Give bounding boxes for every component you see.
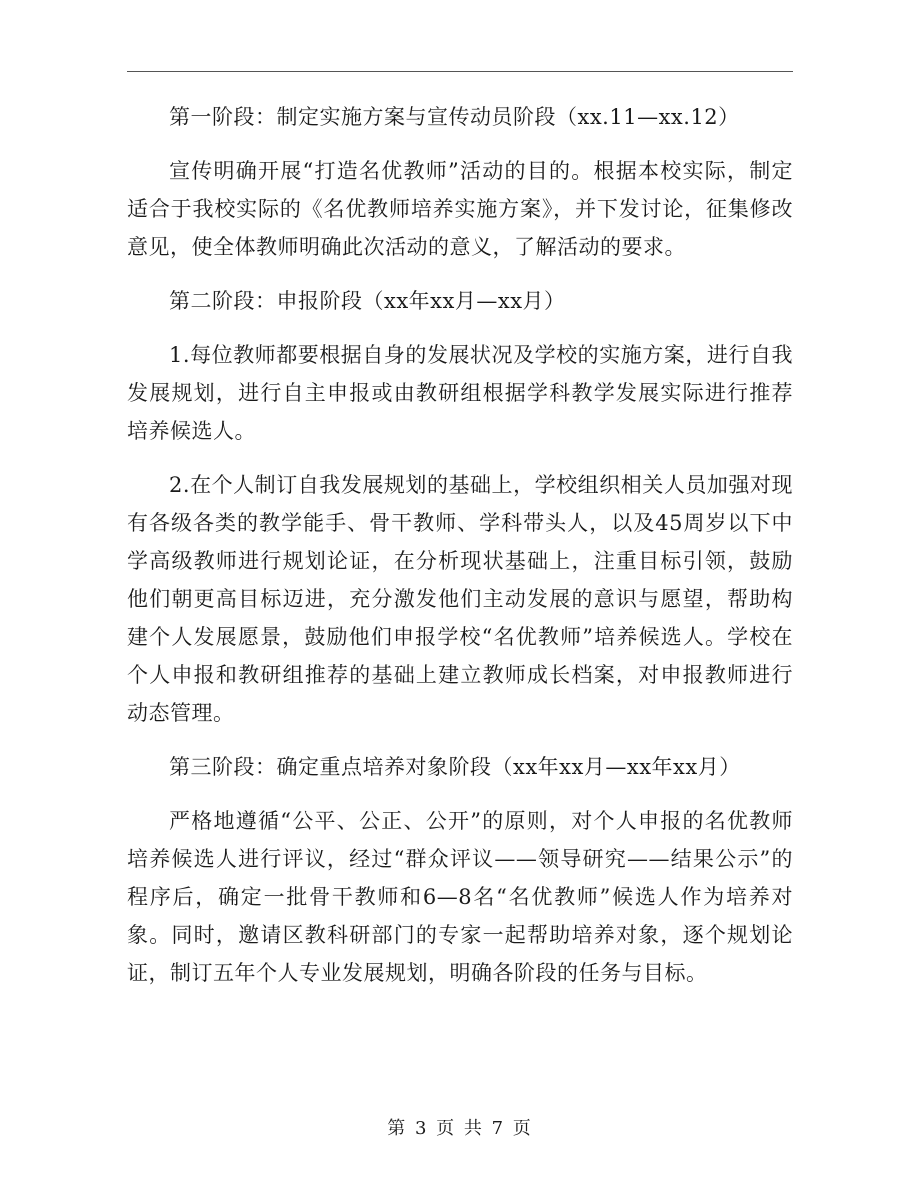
- stage-three-body: 严格地遵循“公平、公正、公开”的原则，对个人申报的名优教师培养候选人进行评议，经过“群众评议——领导研究——结果公示”的程序后，确定一批骨干教师和6—8名“名优教师”候选人作为培养对象。同时，邀请区教科研部门的专家一起帮助培养对象，逐个规划论证，制订五年个人专业发展规划，明确各阶段的任务与目标。: [127, 809, 793, 985]
- stage-one-heading: 第一阶段：制定实施方案与宣传动员阶段（xx.11—xx.12）: [169, 105, 740, 129]
- header-rule: [127, 71, 793, 72]
- stage-two-item-1: 1.每位教师都要根据自身的发展状况及学校的实施方案，进行自我发展规划，进行自主申报或由教研组根据学科教学发展实际进行推荐培养候选人。: [127, 343, 793, 443]
- stage-three-heading: 第三阶段：确定重点培养对象阶段（xx年xx月—xx年xx月）: [169, 755, 741, 779]
- stage-two-heading: 第二阶段：申报阶段（xx年xx月—xx月）: [169, 289, 566, 313]
- page-number: 第 3 页 共 7 页: [387, 1118, 533, 1139]
- stage-one-body: 宣传明确开展“打造名优教师”活动的目的。根据本校实际，制定适合于我校实际的《名优教师培养实施方案》，并下发讨论，征集修改意见，使全体教师明确此次活动的意义，了解活动的要求。: [127, 159, 793, 259]
- document-body: [127, 98, 793, 1008]
- stage-two-item-2: 2.在个人制订自我发展规划的基础上，学校组织相关人员加强对现有各级各类的教学能手、骨干教师、学科带头人，以及45周岁以下中学高级教师进行规划论证，在分析现状基础上，注重目标引领，鼓励他们朝更高目标迈进，充分激发他们主动发展的意识与愿望，帮助构建个人发展愿景，鼓励他们申报学校“名优教师”培养候选人。学校在个人申报和教研组推荐的基础上建立教师成长档案，对申报教师进行动态管理。: [127, 473, 793, 725]
